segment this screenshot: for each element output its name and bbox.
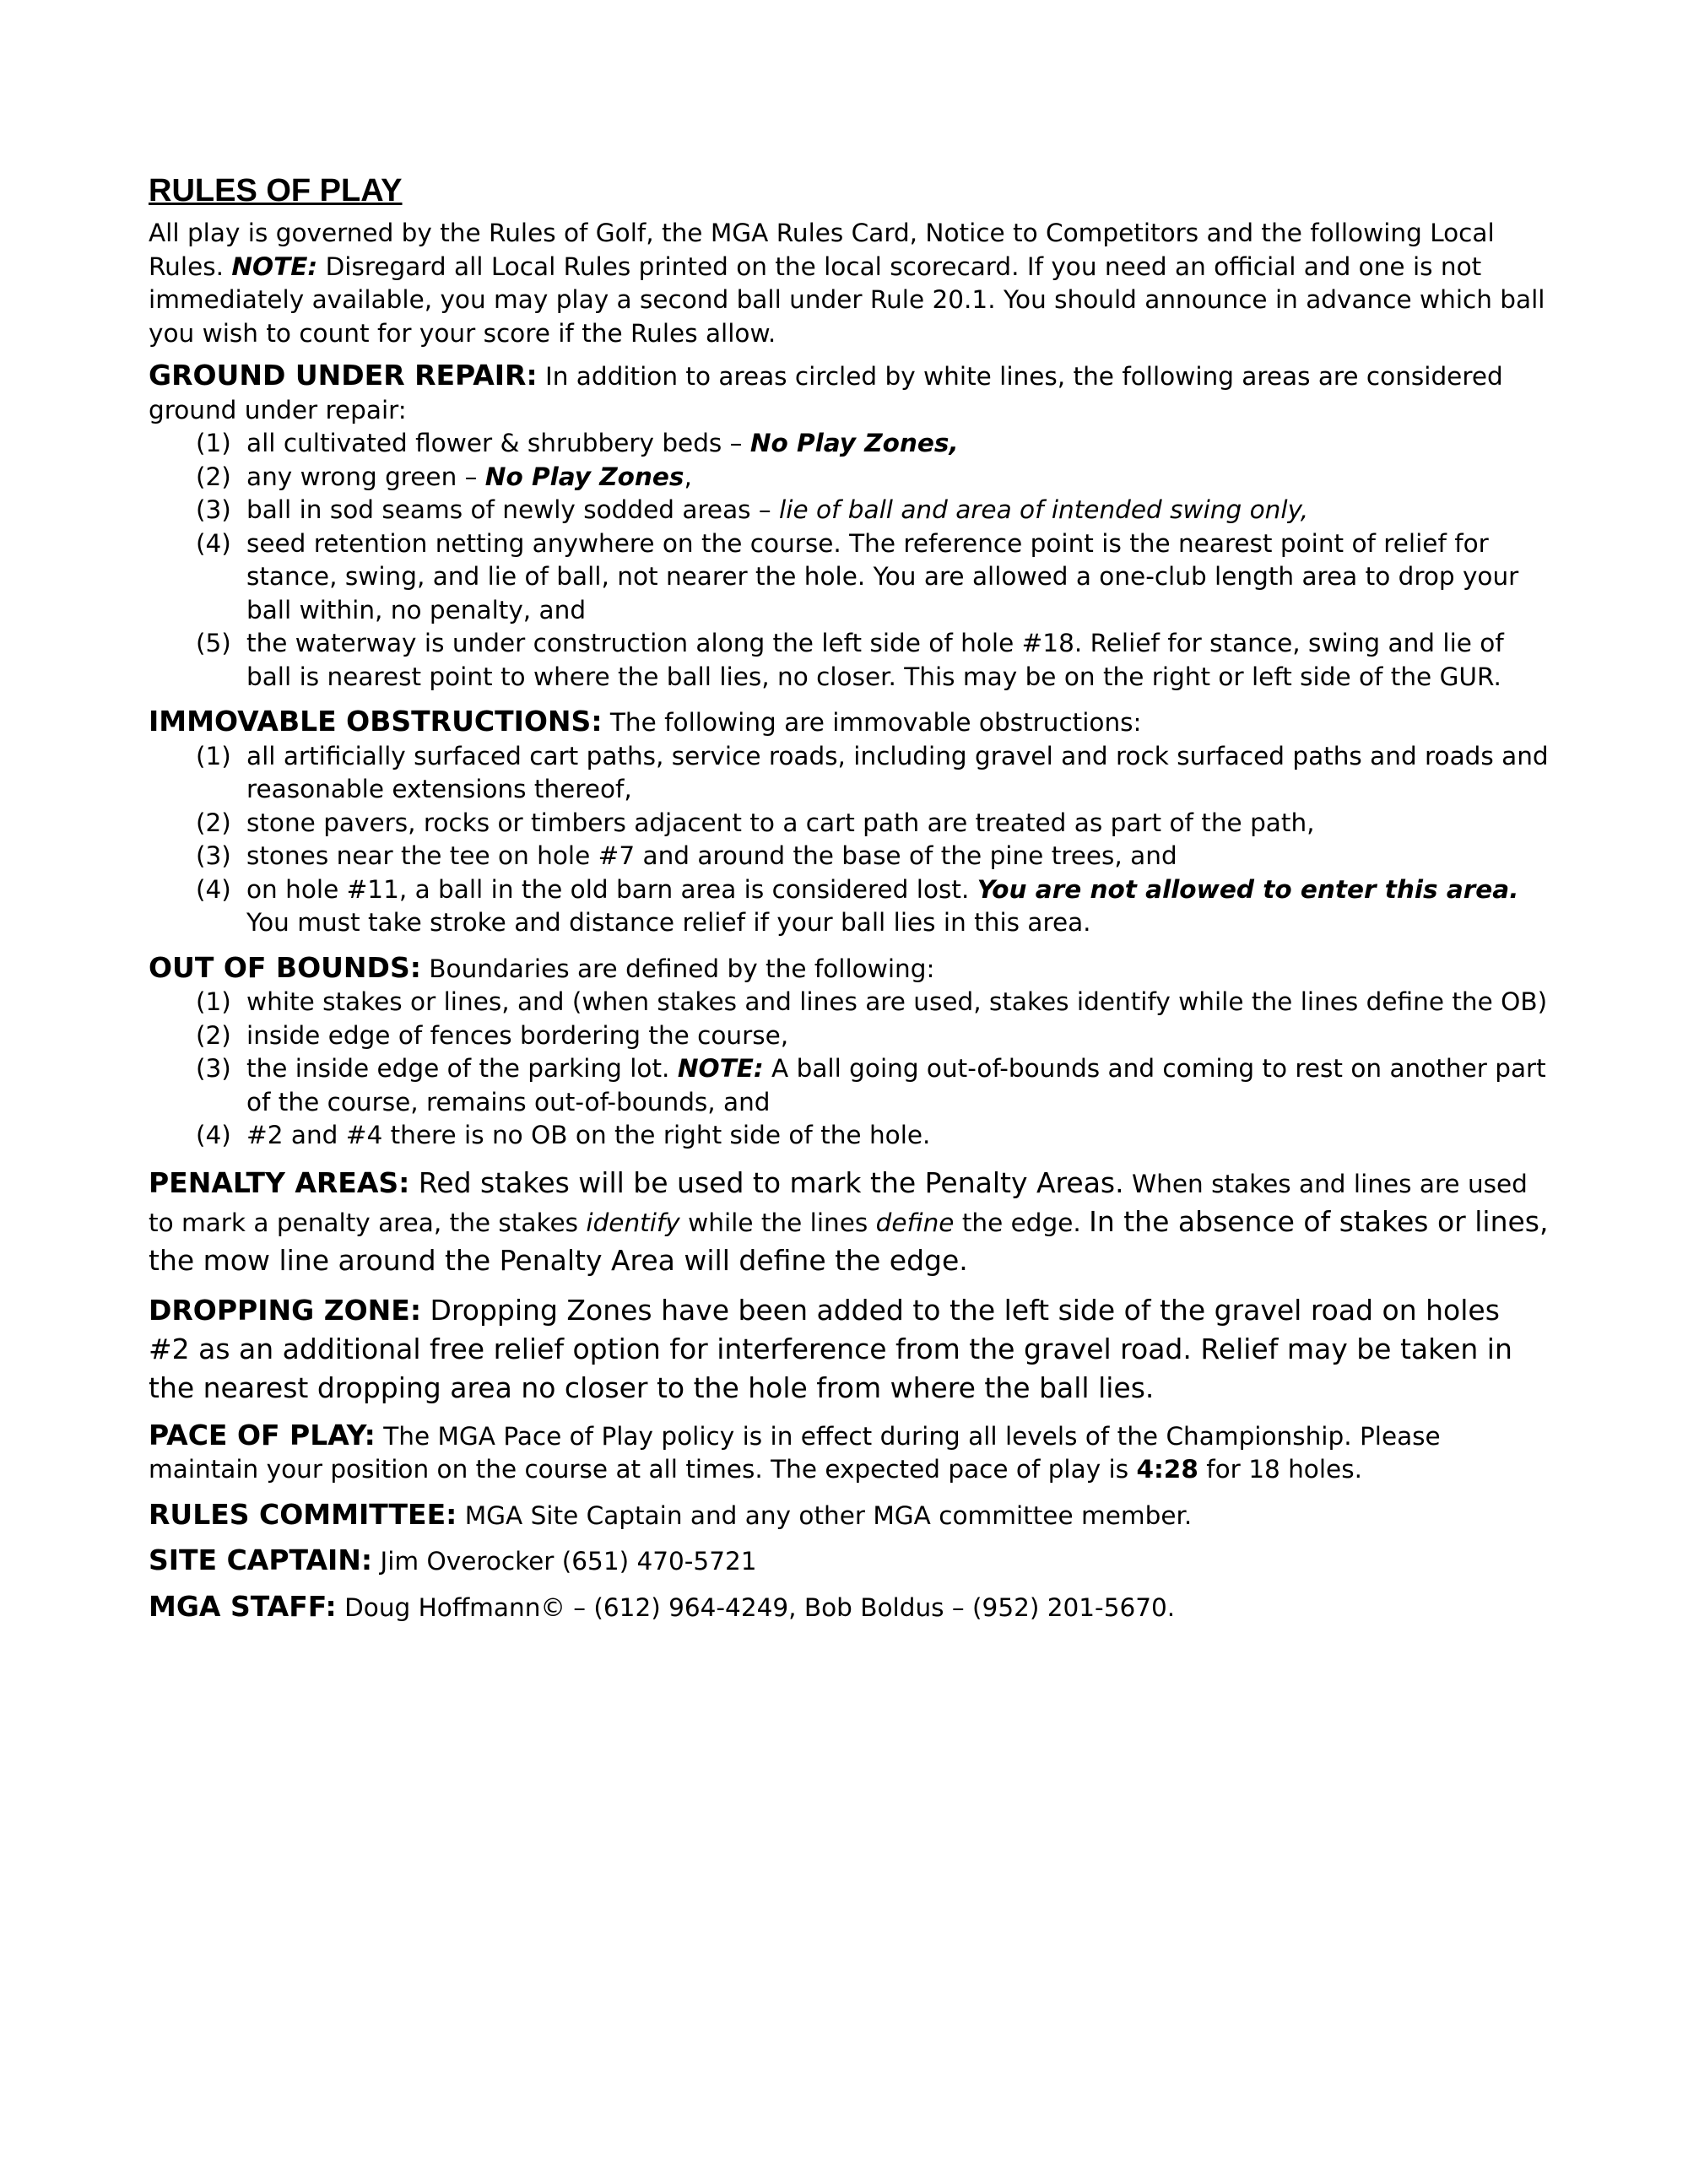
penalty-text-3: while the lines	[679, 1208, 876, 1237]
list-text: stone pavers, rocks or timbers adjacent to a cart path are treated as part of the path,	[246, 808, 1315, 837]
committee-heading: RULES COMMITTEE	[149, 1497, 446, 1531]
intro-text-1: All play is governed by the Rules of Golf, the MGA Rules Card, Notice to Competitors and the following Local Rules.	[149, 219, 1495, 281]
list-number: (5)	[196, 629, 231, 657]
list-item	[149, 1052, 1550, 1119]
section-out-of-bounds	[149, 951, 1550, 1153]
penalty-text-5: In the absence of stakes or lines, the mow line around the Penalty Area will define the edge.	[149, 1204, 1549, 1277]
list-number: (1)	[196, 429, 231, 457]
penalty-colon: :	[398, 1165, 410, 1199]
intro-text-2: Disregard all Local Rules printed on the local scorecard. If you need an official and one is not immediately available, you may play a second ball under Rule 20.1. You should announce in advance which ball you wish to count for your score if the Rules allow.	[149, 251, 1545, 348]
list-item	[149, 986, 1550, 1019]
penalty-heading: PENALTY AREAS	[149, 1165, 399, 1199]
section-penalty-areas	[149, 1164, 1550, 1280]
section-ground-under-repair	[149, 359, 1550, 694]
ob-note-label: NOTE:	[677, 1054, 764, 1083]
committee-text: MGA Site Captain and any other MGA committee member.	[457, 1500, 1193, 1530]
intro-paragraph	[149, 217, 1550, 350]
immovable-intro	[149, 705, 1550, 740]
section-immovable-obstructions	[149, 705, 1550, 940]
dropping-colon: :	[409, 1293, 422, 1327]
italic-note: lie of ball and area of intended swing only,	[779, 495, 1309, 524]
list-text: all artificially surfaced cart paths, service roads, including gravel and rock surfaced paths and roads and reasonable extensions thereof,	[246, 741, 1549, 803]
list-text: on hole #11, a ball in the old barn area is considered lost.	[246, 874, 977, 904]
penalty-text-2: When stakes and lines are used to mark a penalty area, the stakes	[149, 1169, 1528, 1237]
list-number: (3)	[196, 841, 231, 870]
section-dropping-zone	[149, 1291, 1550, 1408]
list-item	[149, 527, 1550, 628]
list-text: any wrong green –	[246, 462, 485, 491]
list-number: (2)	[196, 462, 231, 491]
list-number: (3)	[196, 495, 231, 524]
list-item	[149, 1019, 1550, 1053]
penalty-text-4: the edge.	[954, 1208, 1090, 1237]
gur-colon: :	[526, 359, 538, 392]
gur-text: In addition to areas circled by white lines, the following areas are considered ground under repair:	[149, 362, 1503, 424]
staff-heading: MGA STAFF:	[149, 1589, 337, 1623]
list-number: (4)	[196, 528, 231, 558]
section-rules-committee	[149, 1498, 1550, 1533]
pace-text-1: The MGA Pace of Play policy is in effect during all levels of the Championship. Please maintain your position on the course at all times. The expected pace of play is	[149, 1421, 1441, 1484]
no-entry-warning: You are not allowed to enter this area.	[977, 874, 1519, 904]
immovable-list	[149, 740, 1550, 940]
list-number: (3)	[196, 1054, 231, 1083]
list-text: all cultivated flower & shrubbery beds –	[246, 429, 750, 457]
immovable-text: The following are immovable obstructions:	[602, 708, 1142, 737]
list-item	[149, 494, 1550, 527]
list-item	[149, 740, 1550, 807]
list-text-after: ,	[684, 462, 692, 491]
list-item	[149, 1119, 1550, 1153]
list-text: white stakes or lines, and (when stakes and lines are used, stakes identify while the lines define the OB)	[246, 987, 1548, 1016]
list-number: (2)	[196, 1020, 231, 1050]
list-number: (4)	[196, 874, 231, 904]
list-item	[149, 461, 1550, 495]
immovable-heading: IMMOVABLE OBSTRUCTIONS	[149, 705, 592, 738]
dropping-text: Dropping Zones have been added to the left side of the gravel road on holes #2 as an additional free relief option for interference from the gravel road. Relief may be taken in the nearest dropping area no closer to the hole from where the ball lies.	[149, 1293, 1512, 1404]
section-site-captain	[149, 1543, 1550, 1579]
committee-colon: :	[446, 1497, 457, 1531]
no-play-zones: No Play Zones	[484, 462, 684, 491]
list-text: the inside edge of the parking lot.	[246, 1054, 678, 1083]
list-number: (1)	[196, 987, 231, 1016]
pace-time: 4:28	[1136, 1455, 1198, 1484]
rules-document	[149, 171, 1550, 1635]
captain-heading: SITE CAPTAIN:	[149, 1543, 373, 1576]
ob-list	[149, 986, 1550, 1153]
ob-text: Boundaries are defined by the following:	[420, 954, 935, 983]
ob-heading: OUT OF BOUNDS	[149, 950, 410, 984]
intro-note-label: NOTE:	[231, 251, 318, 281]
penalty-identify: identify	[586, 1208, 680, 1237]
list-text-after: You must take stroke and distance relief if your ball lies in this area.	[246, 908, 1091, 937]
dropping-heading: DROPPING ZONE	[149, 1293, 410, 1327]
list-text: inside edge of fences bordering the course,	[246, 1020, 789, 1050]
ob-intro	[149, 951, 1550, 987]
gur-heading: GROUND UNDER REPAIR	[149, 359, 527, 392]
list-text: the waterway is under construction along the left side of hole #18. Relief for stance, swing and lie of ball is nearest point to where the ball lies, no closer. This may be on the right or left side of the GUR.	[246, 629, 1504, 691]
pace-text-2: for 18 holes.	[1198, 1455, 1362, 1484]
list-text: seed retention netting anywhere on the course. The reference point is the nearest point of relief for stance, swing, and lie of ball, not nearer the hole. You are allowed a one-club length area to drop your ball within, no penalty, and	[246, 528, 1519, 624]
list-text-after: A ball going out-of-bounds and coming to rest on another part of the course, remains out-of-bounds, and	[246, 1054, 1546, 1116]
page-title: RULES OF PLAY	[149, 173, 403, 208]
pace-colon: :	[364, 1418, 376, 1451]
pace-heading: PACE OF PLAY	[149, 1418, 365, 1451]
immovable-colon: :	[591, 705, 603, 738]
list-text: ball in sod seams of newly sodded areas –	[246, 495, 780, 524]
list-text: #2 and #4 there is no OB on the right side of the hole.	[246, 1121, 931, 1149]
gur-list	[149, 427, 1550, 694]
penalty-text-1: Red stakes will be used to mark the Penalty Areas.	[409, 1165, 1124, 1199]
penalty-define: define	[875, 1208, 955, 1237]
list-text: stones near the tee on hole #7 and around the base of the pine trees, and	[246, 841, 1177, 870]
gur-intro	[149, 359, 1550, 427]
list-item	[149, 807, 1550, 841]
ob-colon: :	[409, 950, 421, 984]
list-number: (1)	[196, 741, 231, 770]
list-item	[149, 840, 1550, 873]
list-item	[149, 627, 1550, 694]
section-pace-of-play	[149, 1419, 1550, 1487]
list-item	[149, 427, 1550, 461]
list-item	[149, 873, 1550, 940]
captain-text: Jim Overocker (651) 470-5721	[372, 1547, 757, 1576]
list-number: (2)	[196, 808, 231, 837]
no-play-zones: No Play Zones,	[749, 429, 959, 457]
list-number: (4)	[196, 1121, 231, 1149]
section-mga-staff	[149, 1590, 1550, 1625]
staff-text: Doug Hoffmann© – (612) 964-4249, Bob Boldus – (952) 201-5670.	[336, 1592, 1176, 1622]
